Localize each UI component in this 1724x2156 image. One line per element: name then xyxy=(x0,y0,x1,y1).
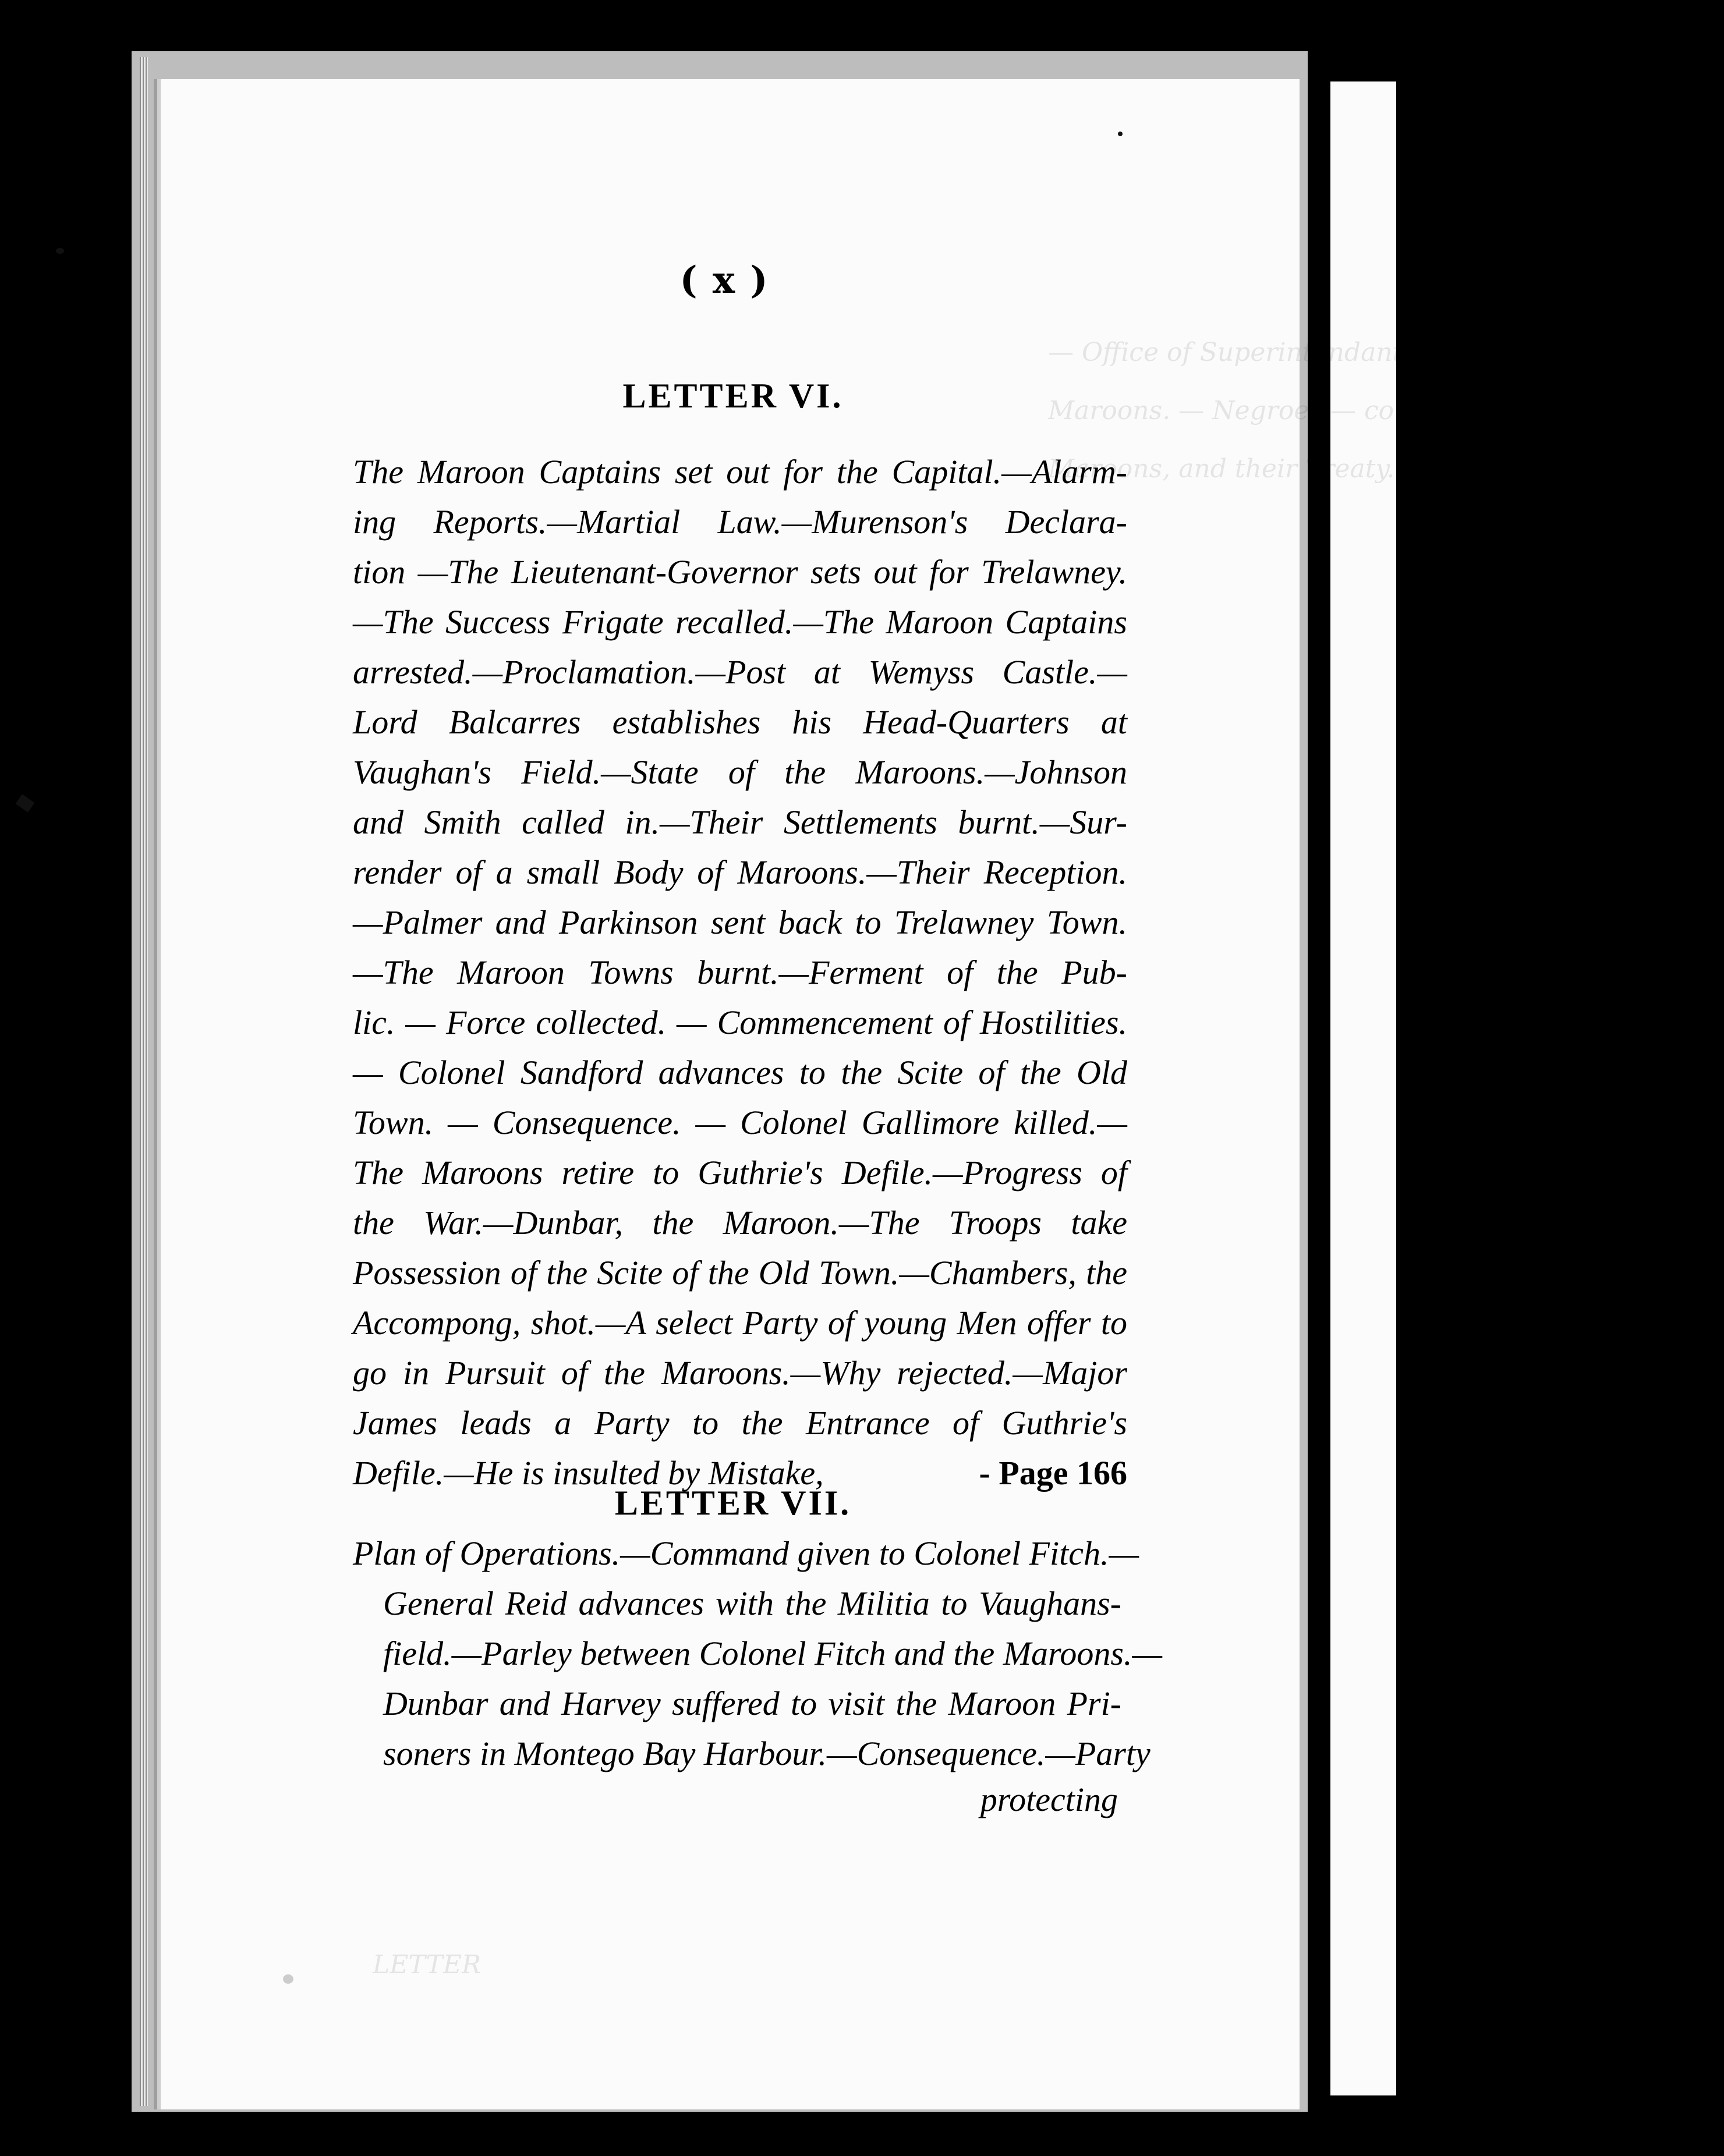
summary-line: The Maroon Captains set out for the Capital.—Alarm- xyxy=(353,453,1127,491)
summary-line: —The Maroon Towns burnt.—Ferment of the Pub- xyxy=(353,953,1127,991)
page-header: ( x ) xyxy=(679,258,769,302)
scan-speck xyxy=(16,794,35,812)
summary-line: field.—Parley between Colonel Fitch and the Maroons.— xyxy=(383,1634,1163,1672)
bleed-through-line: Maroons. — Negroes — conduct of the xyxy=(1048,396,1552,425)
summary-line: go in Pursuit of the Maroons.—Why rejected.—Major xyxy=(353,1354,1127,1392)
catchword: protecting xyxy=(980,1781,1118,1818)
scan-speck xyxy=(283,1974,293,1984)
summary-line: Defile.—He is insulted by Mistake, xyxy=(353,1454,824,1492)
summary-line: Possession of the Scite of the Old Town.—Chambers, the xyxy=(353,1254,1127,1292)
summary-line: arrested.—Proclamation.—Post at Wemyss Castle.— xyxy=(353,653,1127,691)
summary-line: Plan of Operations.—Command given to Colonel Fitch.— xyxy=(353,1534,1139,1572)
letter-vii-title: LETTER VII. xyxy=(614,1484,852,1522)
letter-vii-summary xyxy=(353,1529,1163,1779)
summary-line: Town. — Consequence. — Colonel Gallimore killed.— xyxy=(353,1104,1127,1141)
summary-line: General Reid advances with the Militia to Vaughans- xyxy=(383,1584,1121,1622)
letter-vi-title: LETTER VI. xyxy=(622,377,844,415)
letter-vi-summary xyxy=(353,447,1127,1498)
summary-line: render of a small Body of Maroons.—Their Reception. xyxy=(353,853,1127,891)
scan-speck xyxy=(1118,132,1123,136)
summary-line: the War.—Dunbar, the Maroon.—The Troops take xyxy=(353,1204,1127,1242)
bleed-through-line: — Office of Superintendant. — Letter relative to the xyxy=(1048,338,1724,367)
summary-line: lic. — Force collected. — Commencement of Hostilities. xyxy=(353,1003,1127,1041)
summary-line: Dunbar and Harvey suffered to visit the Maroon Pri- xyxy=(383,1685,1121,1722)
bleed-through-line: LETTER xyxy=(373,1950,482,1980)
summary-line: Lord Balcarres establishes his Head-Quarters at xyxy=(353,703,1127,741)
summary-line: The Maroons retire to Guthrie's Defile.—Progress of xyxy=(353,1154,1127,1192)
summary-line: Accompong, shot.—A select Party of young Men offer to xyxy=(353,1304,1127,1342)
summary-line: tion —The Lieutenant-Governor sets out for Trelawney. xyxy=(353,553,1127,591)
summary-line: — Colonel Sandford advances to the Scite of the Old xyxy=(353,1054,1127,1091)
summary-line: —Palmer and Parkinson sent back to Trelawney Town. xyxy=(353,903,1127,941)
scan-speck xyxy=(56,248,64,254)
summary-line: Vaughan's Field.—State of the Maroons.—Johnson xyxy=(353,753,1127,791)
summary-line: soners in Montego Bay Harbour.—Consequence.—Party xyxy=(383,1735,1150,1772)
summary-line: and Smith called in.—Their Settlements burnt.—Sur- xyxy=(353,803,1127,841)
page-reference: - Page 166 xyxy=(979,1454,1127,1492)
summary-line: ing Reports.—Martial Law.—Murenson's Declara- xyxy=(353,503,1127,541)
summary-line: James leads a Party to the Entrance of Guthrie's xyxy=(353,1404,1127,1442)
bleed-through-line: Maroons, and their Treaty. xyxy=(1048,454,1395,484)
summary-line: —The Success Frigate recalled.—The Maroon Captains xyxy=(353,603,1127,641)
